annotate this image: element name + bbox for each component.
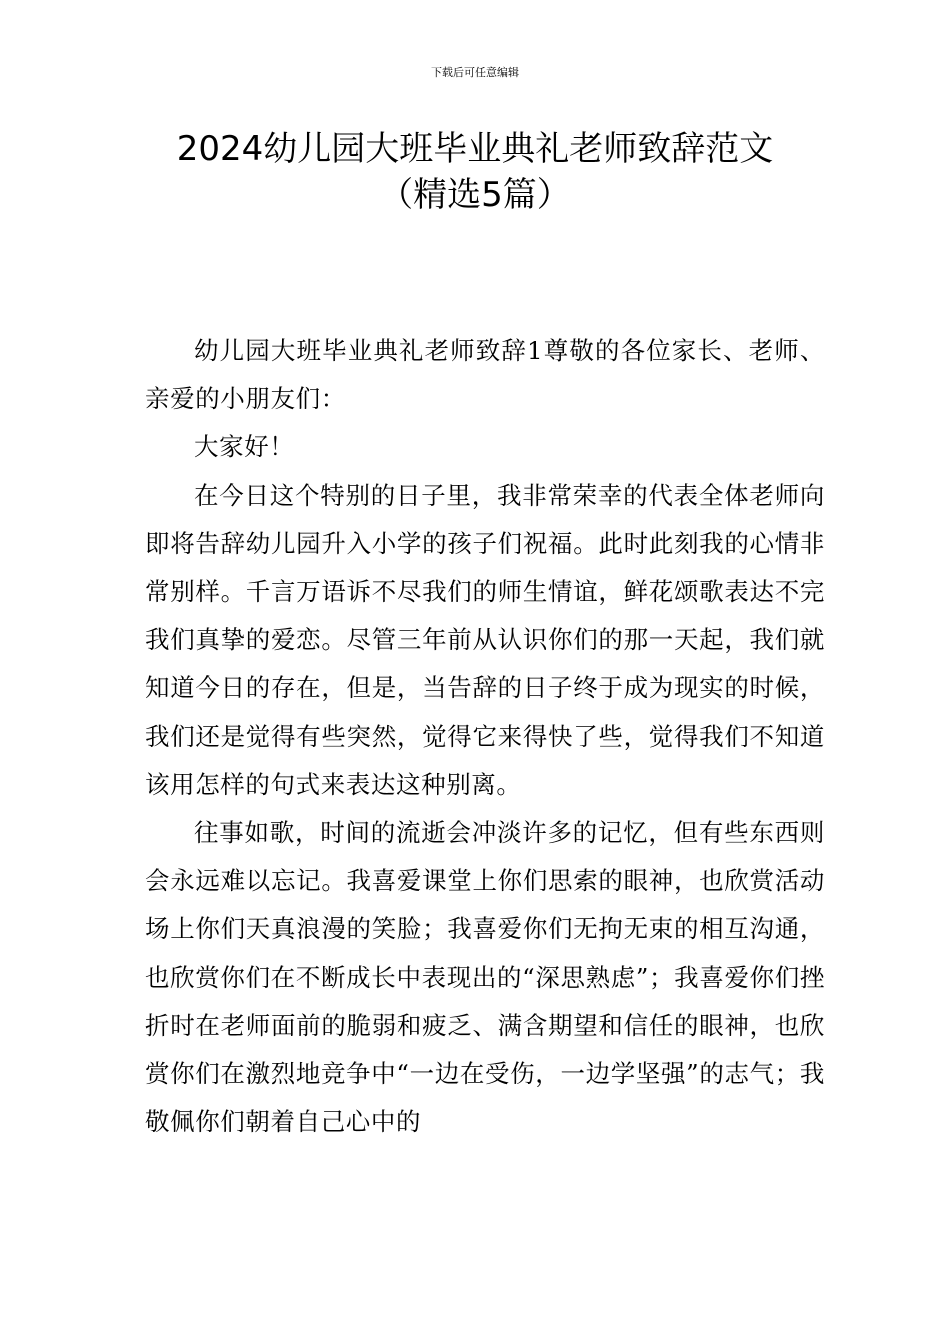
- document-body: [145, 327, 825, 1146]
- title-line-1: 2024幼儿园大班毕业典礼老师致辞范文: [176, 129, 774, 169]
- paragraph-4: 往事如歌，时间的流逝会冲淡许多的记忆，但有些东西则会永远难以忘记。我喜爱课堂上你们思索的眼神，也欣赏活动场上你们天真浪漫的笑脸；我喜爱你们无拘无束的相互沟通，也欣赏你们在不断成长中表现出的“深思熟虑”；我喜爱你们挫折时在老师面前的脆弱和疲乏、满含期望和信任的眼神，也欣赏你们在激烈地竞争中“一边在受伤，一边学坚强”的志气；我敬佩你们朝着自己心中的: [145, 818, 825, 1137]
- header-note: 下载后可任意编辑: [431, 66, 519, 79]
- paragraph-3: 在今日这个特别的日子里，我非常荣幸的代表全体老师向即将告辞幼儿园升入小学的孩子们祝福。此时此刻我的心情非常别样。千言万语诉不尽我们的师生情谊，鲜花颂歌表达不完我们真挚的爱恋。尽管三年前从认识你们的那一天起，我们就知道今日的存在，但是，当告辞的日子终于成为现实的时候，我们还是觉得有些突然，觉得它来得快了些，觉得我们不知道该用怎样的句式来表达这种别离。: [145, 480, 825, 799]
- document-title: [100, 126, 850, 218]
- title-line-2: （精选5篇）: [379, 175, 571, 215]
- paragraph-2: 大家好！: [194, 432, 295, 462]
- paragraph-1: 幼儿园大班毕业典礼老师致辞1尊敬的各位家长、老师、亲爱的小朋友们：: [145, 336, 825, 414]
